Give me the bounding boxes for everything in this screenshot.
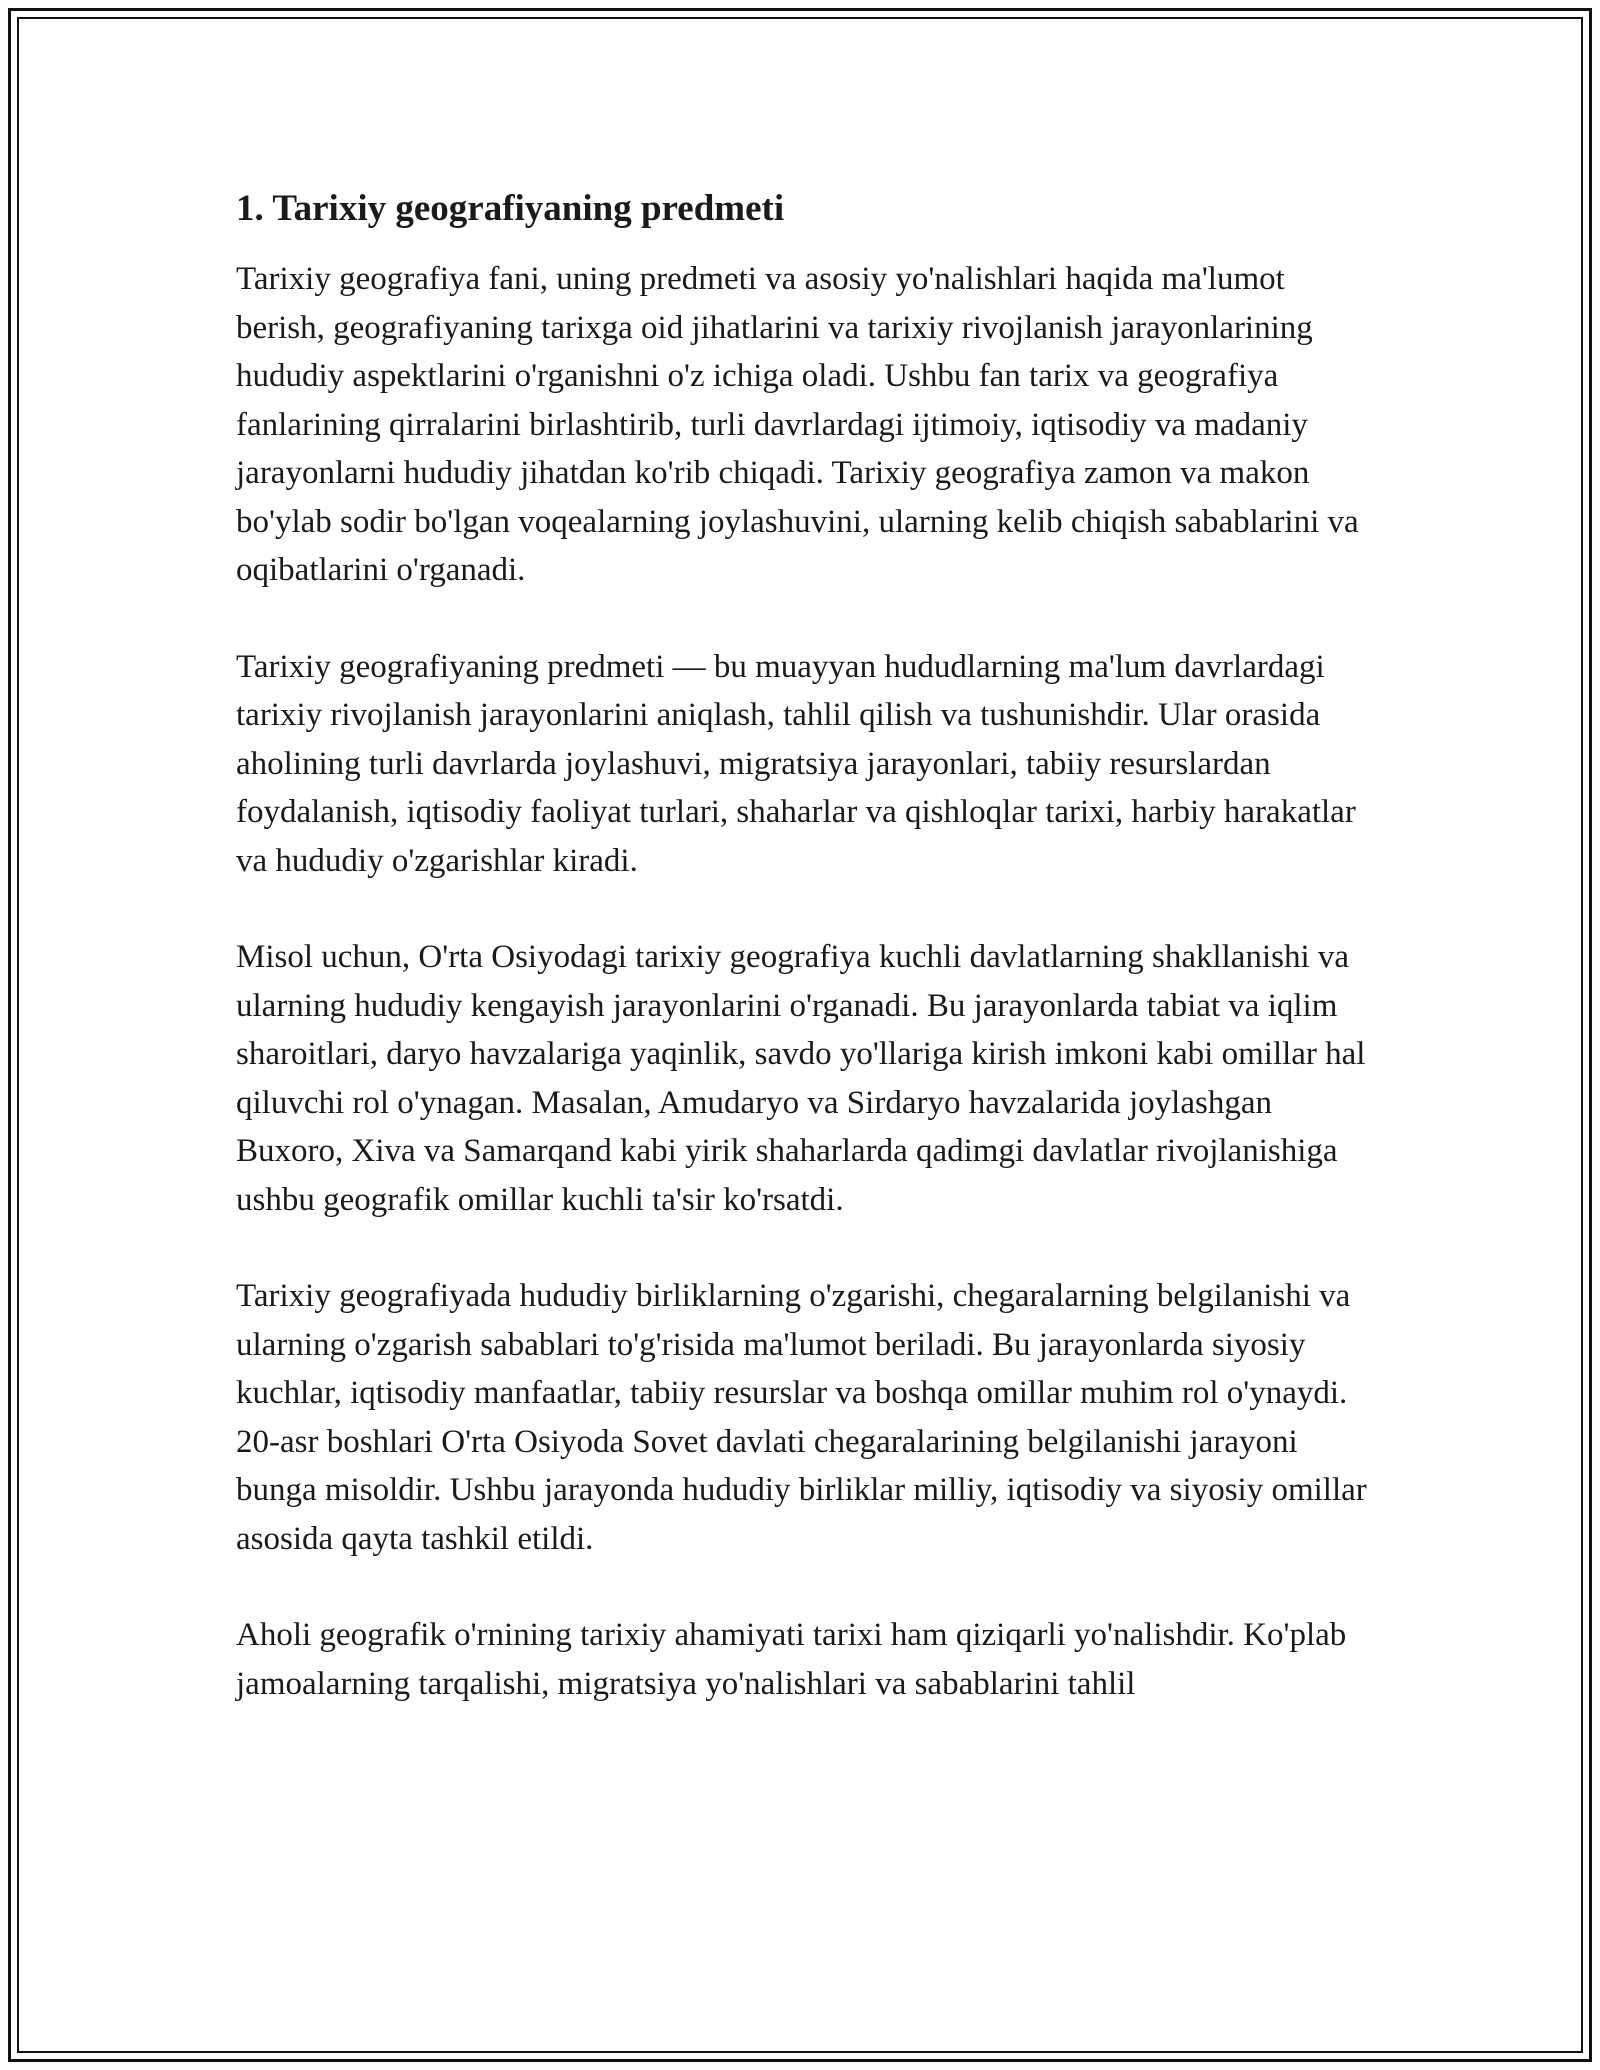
paragraph-3: Misol uchun, O'rta Osiyodagi tarixiy geografiya kuchli davlatlarning shakllanishi va ularning hududiy kengayish jarayonlarini o'rganadi. Bu jarayonlarda tabiat va iqlim sharoitlari, daryo havzalariga yaqinlik, savdo yo'llariga kirish imkoni kabi omillar hal qiluvchi rol o'ynagan. Masalan, Amudaryo va Sirdaryo havzalarida joylashgan Buxoro, Xiva va Samarqand kabi yirik shaharlarda qadimgi davlatlar rivojlanishiga ushbu geografik omillar kuchli ta'sir ko'rsatdi. — [236, 939, 1366, 1218]
paragraph-4: Tarixiy geografiyada hududiy birliklarning o'zgarishi, chegaralarning belgilanishi va ularning o'zgarish sabablari to'g'risida ma'lumot beriladi. Bu jarayonlarda siyosiy kuchlar, iqtisodiy manfaatlar, tabiiy resurslar va boshqa omillar muhim rol o'ynaydi. 20-asr boshlari O'rta Osiyoda Sovet davlati chegaralarining belgilanishi jarayoni bunga misoldir. Ushbu jarayonda hududiy birliklar milliy, iqtisodiy va siyosiy omillar asosida qayta tashkil etildi. — [236, 1278, 1367, 1557]
paragraph-2: Tarixiy geografiyaning predmeti — bu muayyan hududlarning ma'lum davrlardagi tarixiy rivojlanish jarayonlarini aniqlash, tahlil qilish va tushunishdir. Ular orasida aholining turli davrlarda joylashuvi, migratsiya jarayonlari, tabiiy resurslardan foydalanish, iqtisodiy faoliyat turlari, shaharlar va qishloqlar tarixi, harbiy harakatlar va hududiy o'zgarishlar kiradi. — [236, 648, 1356, 879]
paragraph-1: Tarixiy geografiya fani, uning predmeti va asosiy yo'nalishlari haqida ma'lumot berish, geografiyaning tarixga oid jihatlarini va tarixiy rivojlanish jarayonlarining hududiy aspektlarini o'rganishni o'z ichiga oladi. Ushbu fan tarix va geografiya fanlarining qirralarini birlashtirib, turli davrlardagi ijtimoiy, iqtisodiy va madaniy jarayonlarni hududiy jihatdan ko'rib chiqadi. Tarixiy geografiya zamon va makon bo'ylab sodir bo'lgan voqealarning joylashuvini, ularning kelib chiqish sabablarini va oqibatlarini o'rganadi. — [236, 261, 1359, 588]
paragraph-5: Aholi geografik o'rnining tarixiy ahamiyati tarixi ham qiziqarli yo'nalishdir. Ko'plab jamoalarning tarqalishi, migratsiya yo'nalishlari va sabablarini tahlil — [236, 1617, 1347, 1702]
document-body — [236, 185, 1376, 1756]
section-heading: 1. Tarixiy geografiyaning predmeti — [236, 188, 785, 229]
